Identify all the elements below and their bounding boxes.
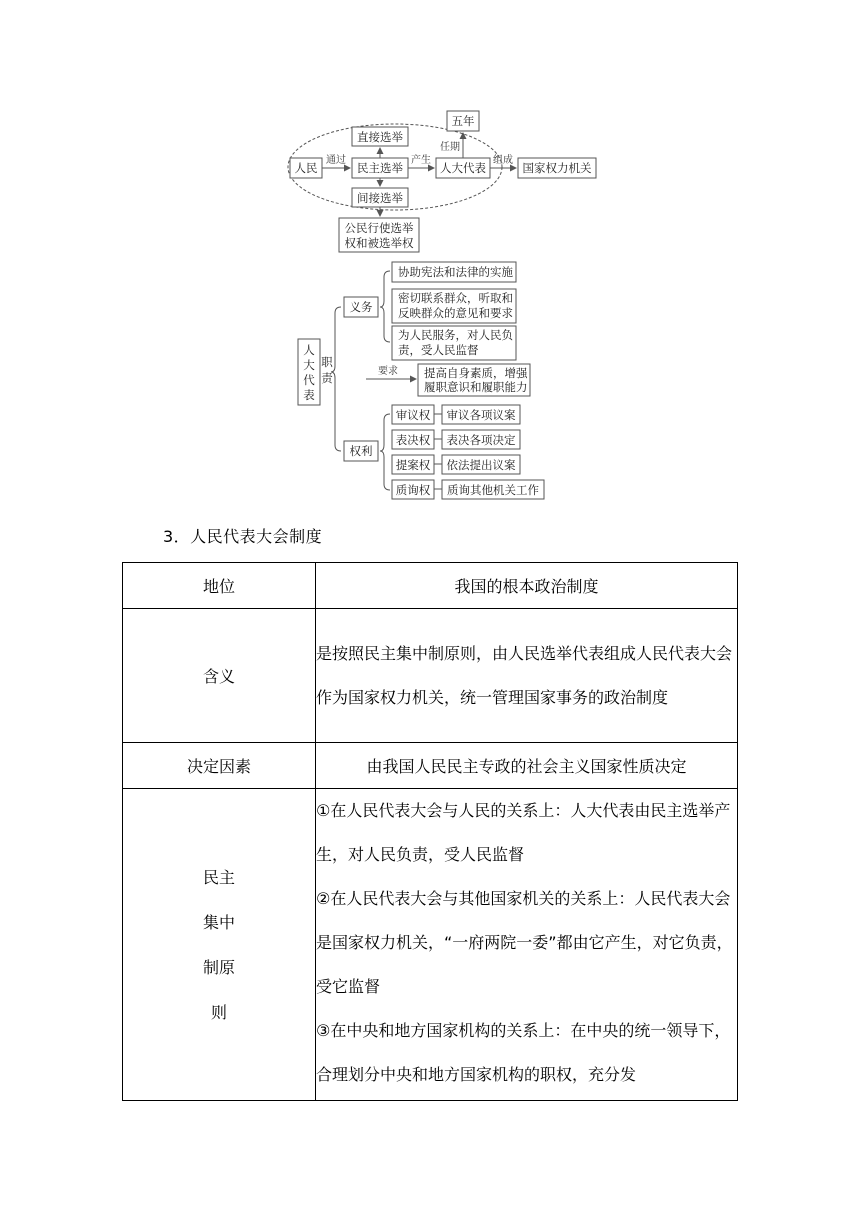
svg-text:履职意识和履职能力: 履职意识和履职能力 (424, 380, 528, 394)
svg-text:义务: 义务 (349, 300, 373, 314)
svg-text:产生: 产生 (411, 155, 431, 166)
svg-text:提案权: 提案权 (395, 458, 431, 472)
box-state-power-organ (518, 158, 596, 178)
svg-text:公民行使选举: 公民行使选举 (344, 221, 414, 235)
cell-label-status: 地位 (123, 563, 316, 609)
row-right-2 (392, 430, 520, 449)
cell-label-principle (123, 789, 316, 1101)
svg-text:国家权力机关: 国家权力机关 (522, 161, 592, 175)
svg-text:人民: 人民 (294, 161, 318, 175)
label-duty-1: 职 (321, 355, 333, 369)
label-line-3: 制原 (202, 957, 235, 977)
cell-value-factor: 由我国人民民主专政的社会主义国家性质决定 (316, 743, 738, 789)
svg-text:表: 表 (303, 388, 315, 402)
label-line-4: 则 (210, 1002, 227, 1022)
svg-text:组成: 组成 (493, 155, 513, 166)
row-right-4 (392, 480, 544, 499)
box-rights (344, 441, 378, 461)
cell-label-factor: 决定因素 (123, 743, 316, 789)
svg-text:民主选举: 民主选举 (357, 161, 403, 175)
deputy-duties-diagram (298, 262, 544, 499)
election-flow-diagram (288, 111, 596, 252)
svg-text:责，受人民监督: 责，受人民监督 (398, 343, 479, 357)
table-row-principle (123, 789, 738, 1101)
svg-text:人大代表: 人大代表 (440, 161, 486, 175)
svg-text:大: 大 (303, 358, 315, 372)
box-ob2 (392, 289, 516, 323)
npc-system-table (122, 562, 738, 1101)
section-heading: 3．人民代表大会制度 (163, 527, 323, 546)
svg-text:依法提出议案: 依法提出议案 (446, 458, 516, 472)
table-row-status (123, 563, 738, 609)
box-ob3 (392, 326, 516, 360)
svg-text:表决各项决定: 表决各项决定 (446, 433, 516, 447)
table-row-factor (123, 743, 738, 789)
label-duty-2: 责 (321, 371, 333, 385)
election-and-deputy-diagrams (0, 0, 860, 510)
cell-value-meaning: 是按照民主集中制原则，由人民选举代表组成人民代表大会作为国家权力机关，统一管理国家事务的政治制度 (316, 609, 738, 743)
svg-text:代: 代 (303, 373, 315, 387)
label-line-1: 民主 (202, 867, 235, 887)
box-deputy-vertical (298, 339, 320, 405)
svg-text:质询权: 质询权 (395, 483, 431, 497)
row-right-1 (392, 405, 520, 424)
box-requirement (418, 364, 530, 396)
svg-text:提高自身素质，增强: 提高自身素质，增强 (424, 366, 528, 380)
box-five-years (447, 111, 479, 131)
principle-point-3: ③在中央和地方国家机构的关系上：在中央的统一领导下，合理划分中央和地方国家机构的职权，充分发 (316, 1021, 731, 1084)
brace-obligation (380, 271, 390, 342)
box-direct-election (352, 127, 408, 146)
cell-value-status: 我国的根本政治制度 (316, 563, 738, 609)
svg-text:通过: 通过 (326, 155, 346, 166)
box-citizen-right (339, 218, 419, 252)
box-indirect-election (352, 188, 408, 207)
svg-text:要求: 要求 (378, 366, 398, 377)
box-obligation (344, 297, 378, 317)
cell-value-principle (316, 789, 738, 1101)
svg-text:表决权: 表决权 (395, 433, 431, 447)
label-line-2: 集中 (202, 912, 235, 932)
box-democratic-election (352, 158, 408, 178)
svg-text:反映群众的意见和要求: 反映群众的意见和要求 (398, 306, 513, 320)
svg-text:权和被选举权: 权和被选举权 (344, 236, 414, 250)
row-right-3 (392, 455, 520, 474)
cell-label-meaning: 含义 (123, 609, 316, 743)
table-row-meaning (123, 609, 738, 743)
svg-text:质询其他机关工作: 质询其他机关工作 (447, 483, 539, 497)
svg-text:审议各项议案: 审议各项议案 (446, 408, 516, 422)
principle-point-2: ②在人民代表大会与其他国家机关的关系上：人民代表大会是国家权力机关，“一府两院一委”都由它产生，对它负责，受它监督 (316, 889, 733, 996)
svg-text:审议权: 审议权 (395, 408, 431, 422)
svg-text:任期: 任期 (440, 142, 460, 153)
box-npc-deputy (436, 158, 490, 178)
svg-text:密切联系群众，听取和: 密切联系群众，听取和 (398, 291, 513, 305)
svg-text:间接选举: 间接选举 (357, 191, 403, 205)
svg-text:协助宪法和法律的实施: 协助宪法和法律的实施 (398, 265, 513, 279)
svg-text:权利: 权利 (349, 444, 373, 458)
box-ob1 (392, 262, 516, 282)
svg-text:直接选举: 直接选举 (357, 130, 403, 144)
svg-text:为人民服务，对人民负: 为人民服务，对人民负 (398, 328, 513, 342)
principle-point-1: ①在人民代表大会与人民的关系上：人大代表由民主选举产生，对人民负责，受人民监督 (316, 801, 731, 864)
brace-rights (380, 414, 390, 490)
box-people (290, 158, 322, 178)
svg-text:人: 人 (303, 343, 315, 357)
svg-text:五年: 五年 (451, 114, 475, 128)
